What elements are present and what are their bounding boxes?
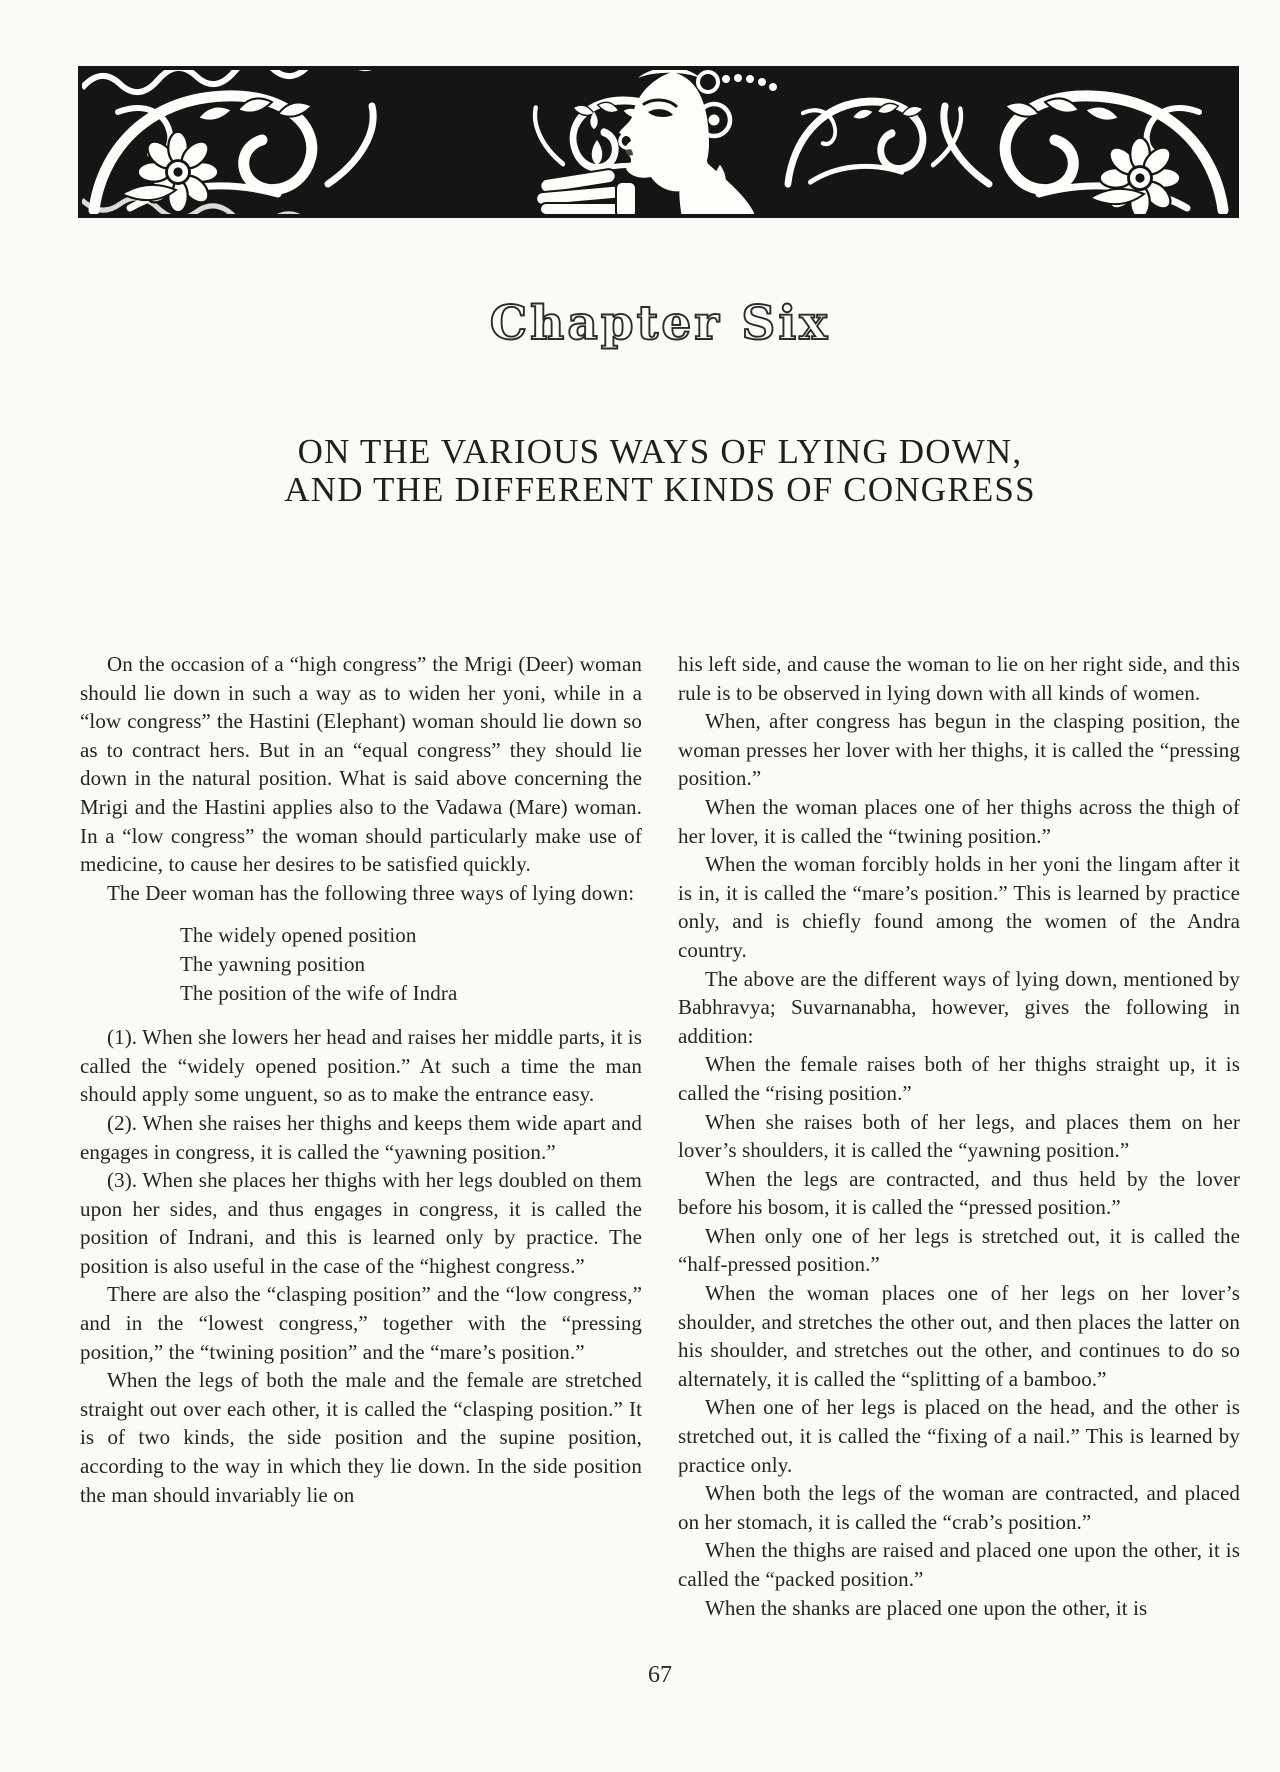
paragraph: When both the legs of the woman are contracted, and placed on her stomach, it is called the “crab’s position.” [678,1481,1240,1534]
paragraph: When one of her legs is placed on the head, and the other is stretched out, it is called the “fixing of a nail.” This is learned by practice only. [678,1395,1240,1477]
body-text [80,650,1240,1622]
paragraph: When the legs are contracted, and thus held by the lover before his bosom, it is called the “pressed position.” [678,1166,1240,1220]
paragraph: When the woman places one of her legs on her lover’s shoulder, and stretches the other out, and then places the latter on his shoulder, and stretches out the other, and continues to do so alternately, it is called the “splitting of a bamboo.” [678,1281,1240,1391]
paragraph: The above are the different ways of lying down, mentioned by Babhravya; Suvarnanabha, however, gives the following in addition: [678,966,1240,1048]
floral-scroll-band-illustration [78,66,1239,218]
paragraph: When the shanks are placed one upon the other, it is [705,1595,1148,1620]
list-item: The position of the wife of Indra [180,980,458,1005]
page-title-line-2: AND THE DIFFERENT KINDS OF CONGRESS [284,470,1036,509]
page-title [80,433,1240,509]
paragraph: his left side, and cause the woman to lie on her right side, and this rule is to be observed in lying down with all kinds of women. [678,652,1240,705]
page-title-line-1: ON THE VARIOUS WAYS OF LYING DOWN, [297,432,1023,471]
paragraph: (3). When she places her thighs with her legs doubled on them upon her sides, and thus engages in congress, it is called the position of Indrani, and this is learned only by practice. The position is also useful in the case of the “highest congress.” [80,1168,642,1278]
chapter-script-title: Chapter Six [489,296,831,351]
paragraph: When the thighs are raised and placed one upon the other, it is called the “packed position.” [678,1538,1240,1591]
paragraph: (1). When she lowers her head and raises her middle parts, it is called the “widely opened position.” At such a time the man should apply some unguent, so as to make the entrance easy. [80,1025,642,1107]
paragraph: There are also the “clasping position” and the “low congress,” and in the “lowest congress,” together with the “pressing position,” the “twining position” and the “mare’s position.” [80,1282,642,1364]
list-item: The yawning position [180,951,366,976]
paragraph: When only one of her legs is stretched out, it is called the “half-pressed position.” [678,1223,1240,1277]
list-item: The widely opened position [180,923,417,948]
paragraph: The Deer woman has the following three ways of lying down: [107,880,635,905]
paragraph: When, after congress has begun in the clasping position, the woman presses her lover with her thighs, it is called the “pressing position.” [678,709,1240,791]
paragraph: When the woman places one of her thighs across the thigh of her lover, it is called the “twining position.” [678,794,1240,848]
paragraph: On the occasion of a “high congress” the Mrigi (Deer) woman should lie down in such a way as to widen her yoni, while in a “low congress” the Hastini (Elephant) woman should lie down so as to contract hers. But in an “equal congress” they should lie down in the natural position. What is said above concerning the Mrigi and the Hastini applies also to the Vadawa (Mare) woman. In a “low congress” the woman should particularly make use of medicine, to cause her desires to be satisfied quickly. [80,652,642,877]
page-number: 67 [648,1662,672,1688]
flower-icon-right [1100,138,1181,218]
right-column [678,650,1240,1622]
positions-list [180,921,642,1007]
paragraph: When the legs of both the male and the female are stretched straight out over each other, it is called the “clasping position.” It is of two kinds, the side position and the supine position, according to the way in which they lie down. In the side position the man should invariably lie on [80,1368,642,1507]
paragraph: When the woman forcibly holds in her yoni the lingam after it is in, it is called the “mare’s position.” This is learned by practice only, and is chiefly found among the women of the Andra country. [678,852,1240,962]
paragraph: (2). When she raises her thighs and keeps them wide apart and engages in congress, it is called the “yawning position.” [80,1110,642,1164]
paragraph: When she raises both of her legs, and places them on her lover’s shoulders, it is called the “yawning position.” [678,1109,1240,1163]
left-column [80,650,642,1622]
header-ornament-band [78,66,1239,218]
paragraph: When the female raises both of her thighs straight up, it is called the “rising position.” [678,1052,1240,1105]
